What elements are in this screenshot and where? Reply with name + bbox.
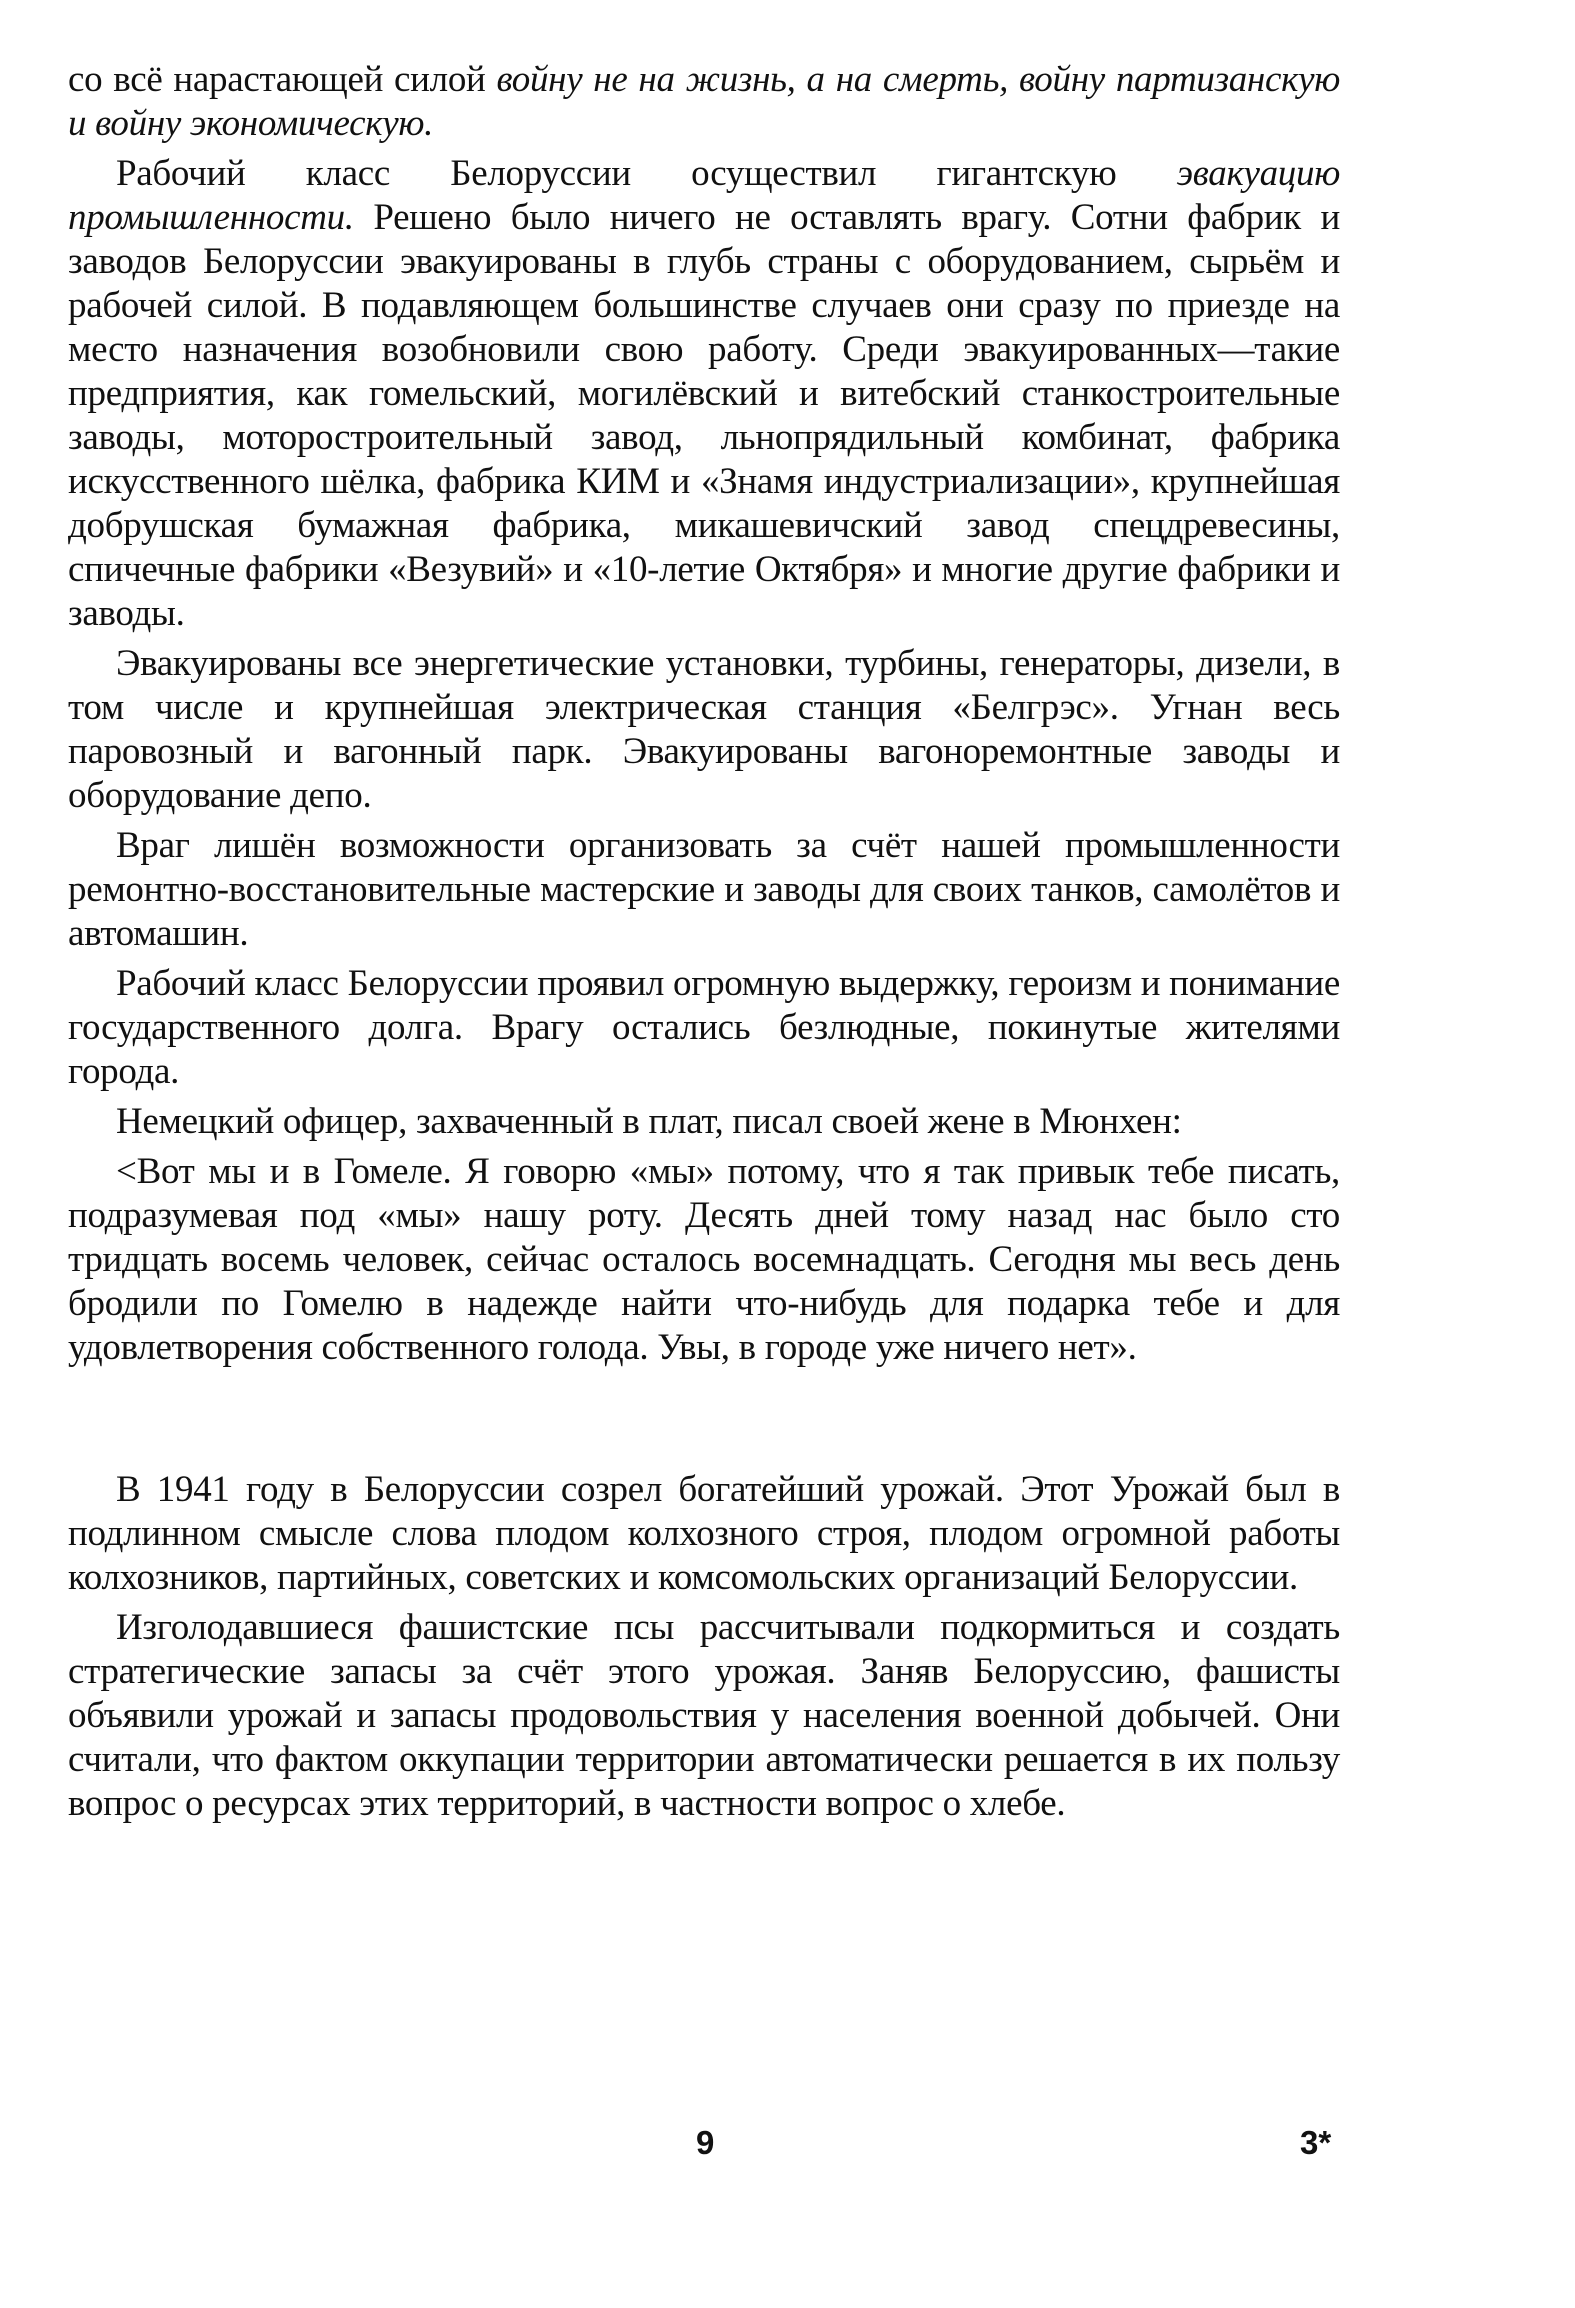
paragraph-2 xyxy=(68,642,1340,818)
page-body xyxy=(68,58,1340,1832)
paragraph-1 xyxy=(68,152,1340,636)
signature-mark: 3* xyxy=(1300,2124,1332,2161)
page-number: 9 xyxy=(696,2124,715,2161)
paragraph-5 xyxy=(68,1100,1340,1144)
paragraph-1-text-2: Решено было ничего не оставлять врагу. Сотни фабрик и заводов Белоруссии эвакуированы в глубь страны с оборудованием, сырьём и рабочей силой. В подавляющем большинстве случаев они сразу по приезде на место назначения возобновили свою работу. Среди эвакуированных—такие предприятия, как гомельский, могилёвский и витебский станкостроительные заводы, моторостроительный завод, льнопрядильный комбинат, фабрика искусственного шёлка, фабрика КИМ и «Знамя индустриализации», крупнейшая добрушская бумажная фабрика, микашевичский завод спецдревесины, спичечные фабрики «Везувий» и «10-летие Октября» и многие другие фабрики и заводы. xyxy=(68,197,1340,634)
paragraph-8 xyxy=(68,1606,1340,1826)
paragraph-6-letter-quote xyxy=(68,1150,1340,1370)
paragraph-4-text: Рабочий класс Белоруссии проявил огромную выдержку, героизм и понимание государственного долга. Врагу остались безлюдные, покинутые жителями города. xyxy=(68,963,1340,1092)
paragraph-0-text-1: со всё нарастающей силой xyxy=(68,59,497,100)
paragraph-3-text: Враг лишён возможности организовать за счёт нашей промышленности ремонтно-восстановительные мастерские и заводы для своих танков, самолётов и автомашин. xyxy=(68,825,1340,954)
paragraph-8-text: Изголодавшиеся фашистские псы рассчитывали подкормиться и создать стратегические запасы за счёт этого урожая. Заняв Белоруссию, фашисты объявили урожай и запасы продовольствия у населения военной добычей. Они считали, что фактом оккупации территории автоматически решается в их пользу вопрос о ресурсах этих территорий, в частности вопрос о хлебе. xyxy=(68,1607,1340,1824)
paragraph-0 xyxy=(68,58,1340,146)
paragraph-1-text-1: Рабочий класс Белоруссии осуществил гигантскую xyxy=(116,153,1177,194)
paragraph-0-italic-phrase: войну не на жизнь, а на смерть, войну партизанскую и войну экономическую. xyxy=(68,59,1341,144)
paragraph-6-text: <Вот мы и в Гомеле. Я говорю «мы» потому, что я так привык тебе писать, подразумевая под «мы» нашу роту. Десять дней тому назад нас было сто тридцать восемь человек, сейчас осталось восемнадцать. Сегодня мы весь день бродили по Гомелю в надежде найти что-нибудь для подарка тебе и для удовлетворения собственного голода. Увы, в городе уже ничего нет». xyxy=(68,1151,1340,1368)
paragraph-7-text: В 1941 году в Белоруссии созрел богатейший урожай. Этот Урожай был в подлинном смысле слова плодом колхозного строя, плодом огромной работы колхозников, партийных, советских и комсомольских организаций Белоруссии. xyxy=(68,1469,1340,1598)
paragraph-5-text: Немецкий офицер, захваченный в плат, писал своей жене в Мюнхен: xyxy=(116,1101,1182,1142)
paragraph-4 xyxy=(68,962,1340,1094)
paragraph-1-italic-phrase: эвакуацию промышленности. xyxy=(68,153,1340,238)
paragraph-3 xyxy=(68,824,1340,956)
paragraph-2-text: Эвакуированы все энергетические установки, турбины, генераторы, дизели, в том числе и крупнейшая электрическая станция «Белгрэс». Угнан весь паровозный и вагонный парк. Эвакуированы вагоноремонтные заводы и оборудование депо. xyxy=(68,643,1340,816)
paragraph-7 xyxy=(68,1468,1340,1600)
section-gap xyxy=(68,1376,1340,1468)
